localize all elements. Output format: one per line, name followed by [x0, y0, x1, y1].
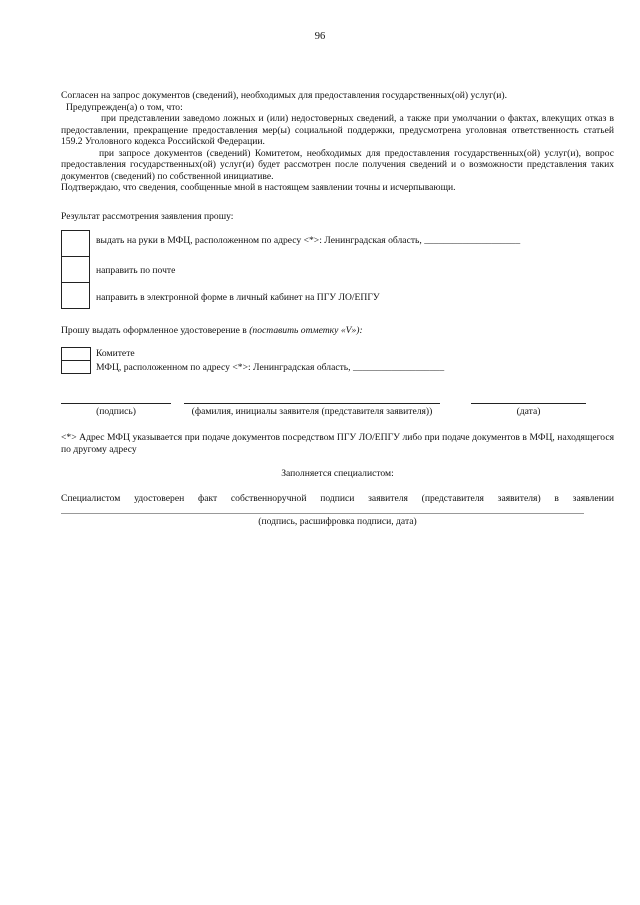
name-caption: (фамилия, инициалы заявителя (представителя заявителя))	[191, 406, 433, 417]
checkbox-result-post[interactable]	[61, 256, 90, 283]
checkbox-cert-mfc[interactable]	[61, 360, 91, 374]
cert-option-mfc: МФЦ, расположенном по адресу <*>: Ленинградская область, ___________________	[96, 362, 445, 373]
result-option-post: направить по почте	[96, 265, 176, 276]
name-line[interactable]	[184, 403, 440, 404]
specialist-text: Специалистом удостоверен факт собственноручной подписи заявителя (представителя заявителя) в заявлении	[61, 493, 614, 504]
checkbox-cert-committee[interactable]	[61, 347, 91, 361]
certificate-heading	[61, 325, 363, 337]
specialist-line[interactable]	[61, 513, 584, 514]
warning-paragraph-2: при запросе документов (сведений) Комитетом, необходимых для предоставления государственных(ой) услуг(и), вопрос предоставления государственных(ой) услуг(и) будет рассмотрен после получения сведений и о возможности представления таких документов (сведений) по собственной инициативе.	[61, 147, 614, 182]
specialist-heading: Заполняется специалистом:	[281, 468, 394, 479]
date-line[interactable]	[471, 403, 586, 404]
certificate-heading-note: (поставить отметку «V»):	[249, 325, 363, 336]
signature-caption: (подпись)	[96, 406, 136, 417]
specialist-caption: (подпись, расшифровка подписи, дата)	[258, 516, 417, 527]
warning-paragraph-1: при представлении заведомо ложных и (или) недостоверных сведений, а также при умолчании о фактах, влекущих отказ в предоставлении, прекращение предоставления мер(ы) социальной поддержки, предусмотрена уголовная ответственность статьей 159.2 Уголовного кодекса Российской Федерации.	[61, 113, 614, 147]
date-caption: (дата)	[516, 406, 541, 417]
checkbox-result-mfc[interactable]	[61, 230, 90, 257]
signature-line[interactable]	[61, 403, 171, 404]
cert-option-committee: Комитете	[96, 348, 135, 359]
footnote: <*> Адрес МФЦ указывается при подаче документов посредством ПГУ ЛО/ЕПГУ либо при подаче документов в МФЦ, находящегося по другому адресу	[61, 432, 614, 455]
result-option-mfc: выдать на руки в МФЦ, расположенном по адресу <*>: Ленинградская область, ____________________	[96, 235, 521, 246]
certificate-heading-text: Прошу выдать оформленное удостоверение в	[61, 325, 247, 336]
warned-line: Предупрежден(а) о том, что:	[66, 101, 183, 113]
confirm-line: Подтверждаю, что сведения, сообщенные мной в настоящем заявлении точны и исчерпывающи.	[61, 182, 456, 193]
result-heading: Результат рассмотрения заявления прошу:	[61, 211, 234, 222]
consent-line: Согласен на запрос документов (сведений), необходимых для предоставления государственных(ой) услуг(и).	[61, 90, 508, 101]
consent-block	[61, 90, 614, 194]
checkbox-result-online[interactable]	[61, 282, 90, 309]
result-option-online: направить в электронной форме в личный кабинет на ПГУ ЛО/ЕПГУ	[96, 292, 380, 303]
page-number: 96	[314, 31, 326, 42]
